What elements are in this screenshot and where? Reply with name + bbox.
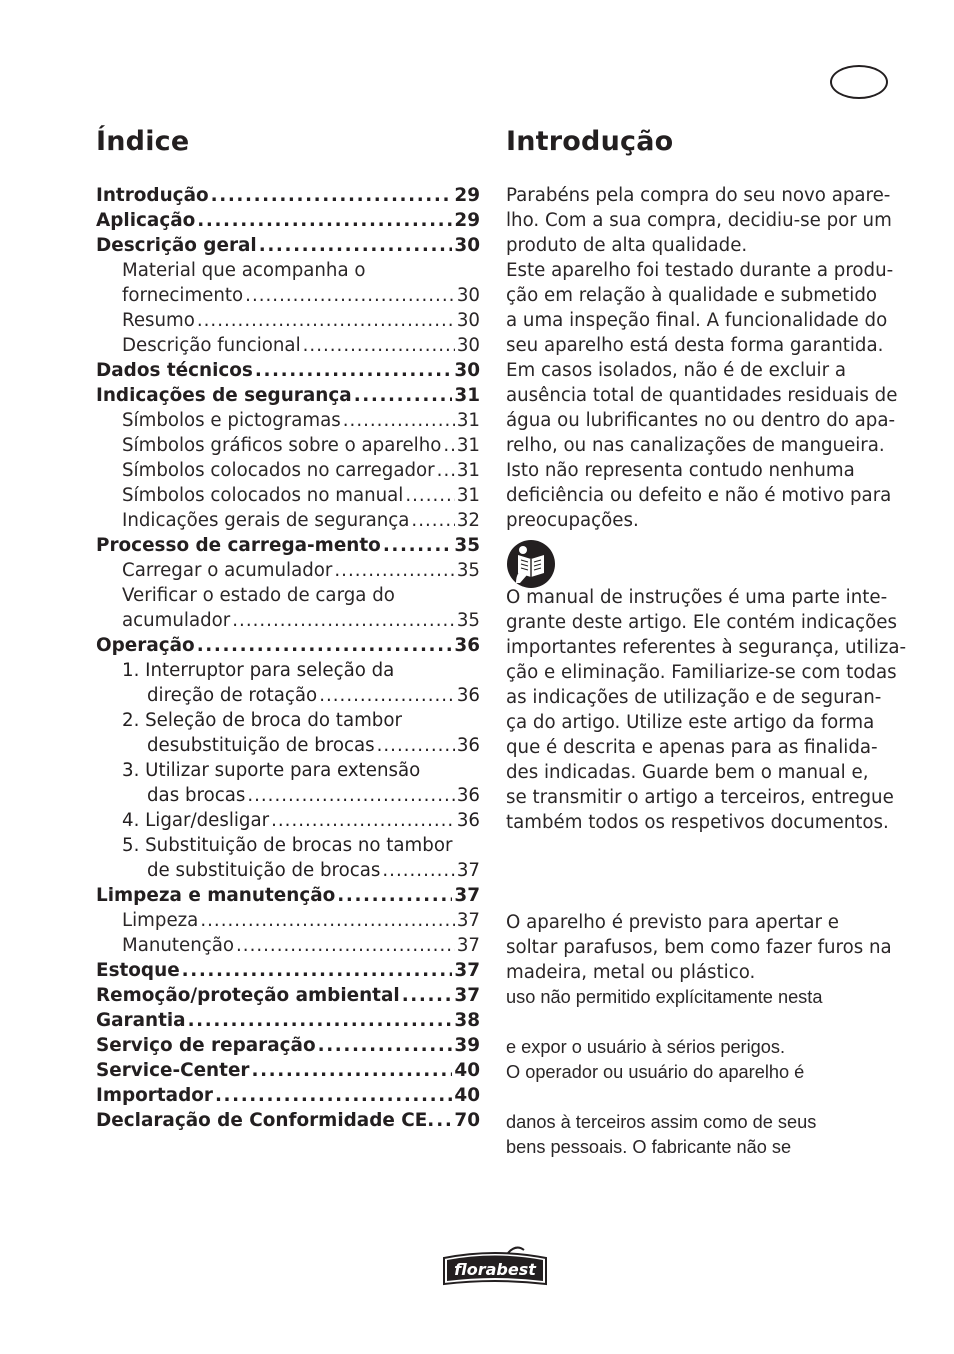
text-line: bens pessoais. O fabricante não se — [506, 1137, 792, 1157]
use-paragraph-a — [506, 910, 892, 985]
toc-entry — [96, 858, 480, 883]
toc-entry — [96, 333, 480, 358]
toc-entry-title: Limpeza — [122, 910, 199, 931]
text-line: danos à terceiros assim como de seus — [506, 1112, 817, 1132]
toc-list — [96, 183, 480, 1133]
toc-entry-title: Material que acompanha o — [122, 260, 366, 281]
toc-entry-title: Símbolos gráficos sobre o aparelho — [122, 435, 442, 456]
toc-entry-title: Serviço de reparação — [96, 1035, 316, 1056]
toc-entry-page: 38 — [454, 1010, 480, 1031]
toc-entry-title: direção de rotação — [147, 685, 318, 706]
florabest-logo — [438, 1244, 552, 1288]
toc-entry — [96, 483, 480, 508]
toc-leader-dots — [343, 408, 455, 433]
toc-entry-page: 40 — [454, 1060, 480, 1081]
text-line: seu aparelho está desta forma garantida. — [506, 335, 884, 356]
toc-entry-page: 36 — [454, 635, 480, 656]
toc-entry-title: Dados técnicos — [96, 360, 253, 381]
toc-entry-page: 37 — [454, 885, 480, 906]
toc-entry-page: 31 — [454, 385, 480, 406]
toc-leader-dots — [383, 533, 453, 558]
toc-entry-page: 30 — [454, 235, 480, 256]
toc-entry — [96, 933, 480, 958]
toc-leader-dots — [211, 183, 453, 208]
use-paragraph-c — [506, 1035, 804, 1085]
toc-entry-title: Descrição funcional — [122, 335, 301, 356]
toc-entry — [96, 833, 480, 858]
toc-entry-title: Símbolos colocados no manual — [122, 485, 404, 506]
toc-entry-page: 36 — [456, 735, 480, 756]
text-line: relho, ou nas canalizações de mangueira. — [506, 435, 885, 456]
toc-entry — [96, 183, 480, 208]
read-manual-icon — [506, 539, 556, 589]
toc-entry-page: 29 — [454, 185, 480, 206]
toc-entry — [96, 883, 480, 908]
toc-entry — [96, 558, 480, 583]
toc-entry — [96, 1058, 480, 1083]
toc-entry — [96, 408, 480, 433]
toc-leader-dots — [197, 208, 452, 233]
manual-paragraph — [506, 585, 906, 835]
toc-entry — [96, 1108, 480, 1133]
text-line: des indicadas. Guarde bem o manual e, — [506, 762, 869, 783]
text-line: O manual de instruções é uma parte inte- — [506, 587, 888, 608]
toc-entry — [96, 733, 480, 758]
text-line: lho. Com a sua compra, decidiu-se por um — [506, 210, 892, 231]
text-line: grante deste artigo. Ele contém indicações — [506, 612, 897, 633]
toc-entry-page: 30 — [456, 310, 480, 331]
text-line: O operador ou usuário do aparelho é — [506, 1062, 805, 1082]
toc-entry-title: 2. Seleção de broca do tambor — [122, 710, 402, 731]
toc-leader-dots — [377, 733, 455, 758]
toc-entry-title: Introdução — [96, 185, 209, 206]
toc-leader-dots — [259, 233, 453, 258]
toc-heading: Índice — [96, 126, 190, 157]
toc-entry — [96, 758, 480, 783]
text-line: Este aparelho foi testado durante a produ- — [506, 260, 894, 281]
toc-entry-title: Estoque — [96, 960, 180, 981]
toc-entry-page: 31 — [456, 485, 480, 506]
toc-entry — [96, 633, 480, 658]
toc-entry — [96, 1033, 480, 1058]
text-line: soltar parafusos, bem como fazer furos na — [506, 937, 892, 958]
toc-entry-title: 1. Interruptor para seleção da — [122, 660, 395, 681]
text-line: preocupações. — [506, 510, 639, 531]
text-line: água ou lubrificantes no ou dentro do apa- — [506, 410, 896, 431]
toc-entry-page: 35 — [456, 560, 480, 581]
text-line: as indicações de utilização e de seguran- — [506, 687, 882, 708]
toc-entry — [96, 808, 480, 833]
toc-entry — [96, 608, 480, 633]
text-line: também todos os respetivos documentos. — [506, 812, 889, 833]
toc-entry-title: Manutenção — [122, 935, 235, 956]
toc-entry — [96, 233, 480, 258]
toc-entry-title: acumulador — [122, 610, 231, 631]
toc-leader-dots — [251, 1058, 452, 1083]
toc-entry-page: 35 — [456, 610, 480, 631]
text-line: madeira, metal ou plástico. — [506, 962, 756, 983]
toc-entry-page: 29 — [454, 210, 480, 231]
toc-entry-title: Operação — [96, 635, 195, 656]
toc-entry-title: Descrição geral — [96, 235, 257, 256]
toc-entry-page: 35 — [454, 535, 480, 556]
toc-entry-title: Limpeza e manutenção — [96, 885, 336, 906]
toc-entry-page: 70 — [454, 1110, 480, 1131]
toc-entry — [96, 208, 480, 233]
toc-entry-title: Importador — [96, 1085, 213, 1106]
toc-entry-page: 32 — [456, 510, 480, 531]
toc-entry — [96, 708, 480, 733]
toc-entry-page: 37 — [456, 860, 480, 881]
toc-entry — [96, 508, 480, 533]
toc-entry-page: 30 — [456, 335, 480, 356]
toc-entry-page: 36 — [456, 810, 480, 831]
toc-entry — [96, 908, 480, 933]
toc-entry-title: Símbolos e pictogramas — [122, 410, 341, 431]
toc-entry — [96, 983, 480, 1008]
toc-leader-dots — [197, 633, 453, 658]
text-line: O aparelho é previsto para apertar e — [506, 912, 839, 933]
toc-entry-page: 30 — [454, 360, 480, 381]
toc-leader-dots — [354, 383, 453, 408]
intro-paragraph — [506, 183, 897, 533]
logo-text: florabest — [454, 1260, 536, 1279]
toc-entry-title: 5. Substituição de brocas no tambor — [122, 835, 453, 856]
toc-leader-dots — [405, 483, 454, 508]
toc-entry — [96, 958, 480, 983]
toc-leader-dots — [303, 333, 455, 358]
toc-entry-title: 4. Ligar/desligar — [122, 810, 270, 831]
toc-entry-page: 37 — [454, 960, 480, 981]
toc-leader-dots — [436, 1108, 452, 1133]
text-line: Parabéns pela compra do seu novo apare- — [506, 185, 891, 206]
text-line: Isto não representa contudo nenhuma — [506, 460, 855, 481]
text-line: ção em relação à qualidade e submetido — [506, 285, 877, 306]
toc-entry-page: 31 — [456, 435, 480, 456]
toc-entry-page: 36 — [456, 785, 480, 806]
page-marker-oval — [830, 65, 888, 99]
toc-entry-title: Símbolos colocados no carregador — [122, 460, 435, 481]
toc-leader-dots — [247, 783, 455, 808]
text-line: deficiência ou defeito e não é motivo para — [506, 485, 892, 506]
toc-entry-page: 30 — [456, 285, 480, 306]
toc-leader-dots — [245, 283, 455, 308]
toc-leader-dots — [334, 558, 454, 583]
toc-leader-dots — [337, 883, 452, 908]
text-line: Em casos isolados, não é de excluir a — [506, 360, 846, 381]
toc-leader-dots — [411, 508, 454, 533]
toc-entry-title: fornecimento — [122, 285, 244, 306]
intro-heading: Introdução — [506, 126, 674, 157]
toc-leader-dots — [232, 608, 455, 633]
toc-entry — [96, 683, 480, 708]
toc-entry-title: Resumo — [122, 310, 195, 331]
text-line: ça do artigo. Utilize este artigo da forma — [506, 712, 875, 733]
toc-entry-title: de substituição de brocas — [147, 860, 381, 881]
toc-entry-title: Processo de carrega-mento — [96, 535, 381, 556]
toc-entry — [96, 283, 480, 308]
toc-entry-title: Indicações de segurança — [96, 385, 352, 406]
toc-leader-dots — [443, 433, 454, 458]
toc-entry-title: Aplicação — [96, 210, 196, 231]
toc-entry — [96, 1083, 480, 1108]
text-line: ção e eliminação. Familiarize-se com todas — [506, 662, 897, 683]
toc-entry — [96, 383, 480, 408]
toc-entry-title: Garantia — [96, 1010, 186, 1031]
text-line: produto de alta qualidade. — [506, 235, 748, 256]
text-line: a uma inspeção final. A funcionalidade do — [506, 310, 888, 331]
toc-entry — [96, 433, 480, 458]
toc-leader-dots — [236, 933, 455, 958]
text-line: que é descrita e apenas para as finalida- — [506, 737, 878, 758]
toc-entry-page: 39 — [454, 1035, 480, 1056]
toc-entry — [96, 458, 480, 483]
toc-entry — [96, 258, 480, 283]
toc-entry — [96, 358, 480, 383]
toc-entry-title: Service-Center — [96, 1060, 250, 1081]
text-line: ausência total de quantidades residuais de — [506, 385, 898, 406]
toc-entry-page: 37 — [454, 985, 480, 1006]
toc-leader-dots — [271, 808, 455, 833]
toc-entry-page: 36 — [456, 685, 480, 706]
toc-leader-dots — [215, 1083, 452, 1108]
toc-leader-dots — [182, 958, 453, 983]
toc-entry-title: Remoção/proteção ambiental — [96, 985, 400, 1006]
toc-leader-dots — [197, 308, 455, 333]
use-paragraph-b — [506, 985, 822, 1010]
toc-leader-dots — [382, 858, 454, 883]
toc-leader-dots — [437, 458, 455, 483]
toc-entry — [96, 308, 480, 333]
text-line: importantes referentes à segurança, utiliza- — [506, 637, 907, 658]
use-paragraph-d — [506, 1110, 816, 1160]
toc-entry-title: Carregar o acumulador — [122, 560, 333, 581]
toc-entry-title: Verificar o estado de carga do — [122, 585, 395, 606]
toc-entry-page: 31 — [456, 460, 480, 481]
toc-leader-dots — [402, 983, 453, 1008]
toc-entry-title: Declaração de Conformidade CE. — [96, 1110, 435, 1131]
toc-entry — [96, 658, 480, 683]
text-line: uso não permitido explícitamente nesta — [506, 987, 823, 1007]
toc-entry-page: 37 — [456, 910, 480, 931]
toc-entry-page: 37 — [456, 935, 480, 956]
toc-leader-dots — [319, 683, 455, 708]
toc-entry — [96, 1008, 480, 1033]
text-line: e expor o usuário à sérios perigos. — [506, 1037, 786, 1057]
toc-entry — [96, 583, 480, 608]
toc-leader-dots — [188, 1008, 453, 1033]
toc-entry-title: desubstituição de brocas — [147, 735, 375, 756]
toc-entry-page: 31 — [456, 410, 480, 431]
toc-leader-dots — [318, 1033, 453, 1058]
toc-entry — [96, 533, 480, 558]
toc-entry-title: das brocas — [147, 785, 246, 806]
toc-leader-dots — [200, 908, 455, 933]
text-line: se transmitir o artigo a terceiros, entregue — [506, 787, 894, 808]
toc-leader-dots — [255, 358, 453, 383]
toc-entry — [96, 783, 480, 808]
toc-entry-title: Indicações gerais de segurança — [122, 510, 410, 531]
toc-entry-title: 3. Utilizar suporte para extensão — [122, 760, 421, 781]
toc-entry-page: 40 — [454, 1085, 480, 1106]
